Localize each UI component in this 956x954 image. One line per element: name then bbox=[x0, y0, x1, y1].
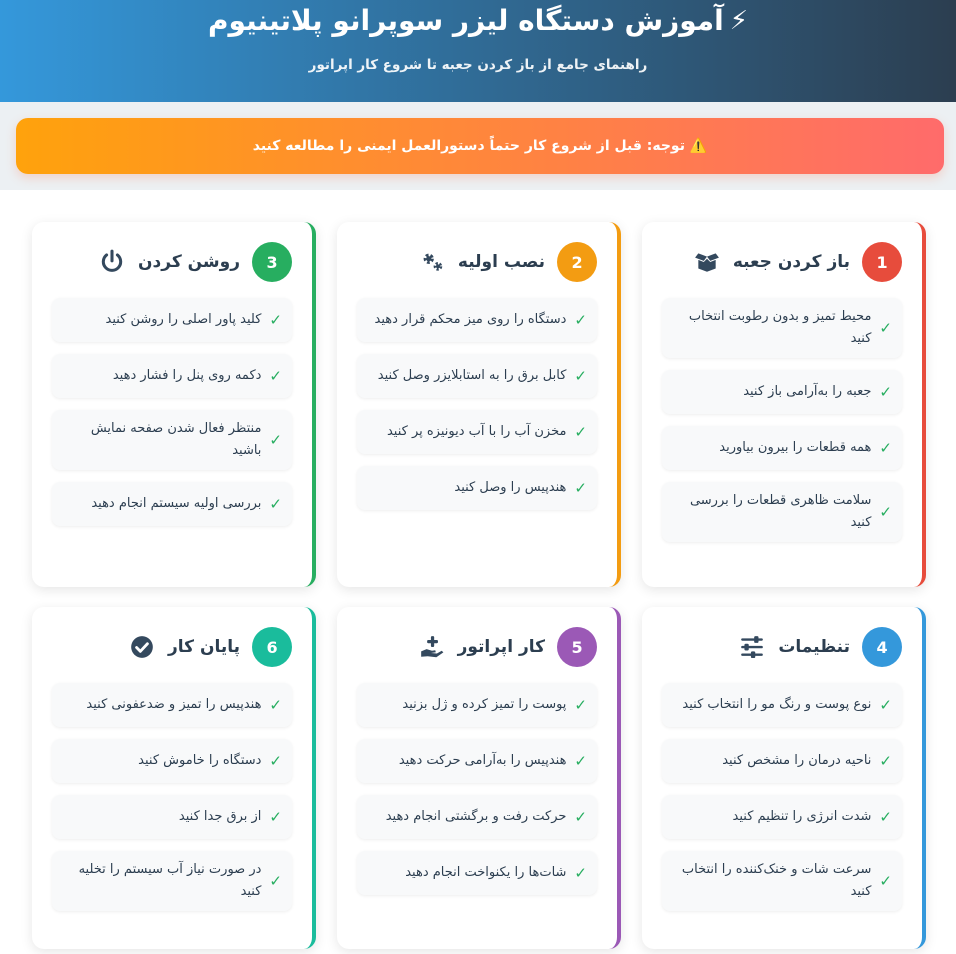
check-icon: ✓ bbox=[269, 495, 282, 513]
check-icon: ✓ bbox=[574, 479, 587, 497]
list-item: ✓ کلید پاور اصلی را روشن کنید bbox=[52, 298, 292, 342]
list-item: ✓ بررسی اولیه سیستم انجام دهید bbox=[52, 482, 292, 526]
check-icon: ✓ bbox=[879, 503, 892, 521]
list-item: ✓ شات‌ها را یکنواخت انجام دهید bbox=[357, 851, 597, 895]
open-box-icon bbox=[693, 248, 721, 276]
step-number-badge: 1 bbox=[862, 242, 902, 282]
list-item: ✓ سرعت شات و خنک‌کننده را انتخاب کنید bbox=[662, 851, 902, 911]
check-icon: ✓ bbox=[574, 311, 587, 329]
list-item: ✓ دکمه روی پنل را فشار دهید bbox=[52, 354, 292, 398]
list-item: ✓ پوست را تمیز کرده و ژل بزنید bbox=[357, 683, 597, 727]
check-icon: ✓ bbox=[269, 311, 282, 329]
step-checklist bbox=[662, 298, 902, 554]
step-number-badge: 2 bbox=[557, 242, 597, 282]
check-icon: ✓ bbox=[879, 383, 892, 401]
step-checklist bbox=[52, 683, 292, 923]
list-item: ✓ دستگاه را روی میز محکم قرار دهید bbox=[357, 298, 597, 342]
step-title: باز کردن جعبه bbox=[732, 252, 850, 272]
lightning-bolt-icon: ⚡ bbox=[729, 5, 748, 36]
step-checklist bbox=[357, 683, 597, 907]
check-icon: ✓ bbox=[574, 696, 587, 714]
step-title: تنظیمات bbox=[778, 637, 850, 657]
step-title: پایان کار bbox=[167, 637, 240, 657]
step-checklist bbox=[52, 298, 292, 538]
step-title: نصب اولیه bbox=[457, 252, 545, 272]
check-icon: ✓ bbox=[269, 431, 282, 449]
step-number-badge: 4 bbox=[862, 627, 902, 667]
list-item: ✓ سلامت ظاهری قطعات را بررسی کنید bbox=[662, 482, 902, 542]
step-number-badge: 5 bbox=[557, 627, 597, 667]
list-item: ✓ ناحیه درمان را مشخص کنید bbox=[662, 739, 902, 783]
list-item: ✓ حرکت رفت و برگشتی انجام دهید bbox=[357, 795, 597, 839]
sliders-icon bbox=[738, 633, 766, 661]
step-number-badge: 3 bbox=[252, 242, 292, 282]
check-icon: ✓ bbox=[879, 872, 892, 890]
check-icon: ✓ bbox=[574, 367, 587, 385]
page-header bbox=[0, 0, 956, 102]
page-subtitle: راهنمای جامع از باز کردن جعبه تا شروع کار اپراتور bbox=[308, 57, 648, 73]
safety-alert bbox=[16, 118, 944, 174]
step-card-settings bbox=[642, 607, 926, 949]
step-card-unboxing bbox=[642, 222, 926, 587]
check-icon: ✓ bbox=[269, 808, 282, 826]
list-item: ✓ از برق جدا کنید bbox=[52, 795, 292, 839]
check-icon: ✓ bbox=[269, 367, 282, 385]
step-card-operator-work bbox=[337, 607, 621, 949]
list-item: ✓ محیط تمیز و بدون رطوبت انتخاب کنید bbox=[662, 298, 902, 358]
step-checklist bbox=[357, 298, 597, 522]
power-icon bbox=[98, 248, 126, 276]
page-title: آموزش دستگاه لیزر سوپرانو پلاتینیوم bbox=[208, 4, 724, 37]
step-card-power-on bbox=[32, 222, 316, 587]
check-icon: ✓ bbox=[879, 808, 892, 826]
list-item: ✓ جعبه را به‌آرامی باز کنید bbox=[662, 370, 902, 414]
check-icon: ✓ bbox=[574, 808, 587, 826]
list-item: ✓ نوع پوست و رنگ مو را انتخاب کنید bbox=[662, 683, 902, 727]
safety-alert-text: ⚠️ توجه: قبل از شروع کار حتماً دستورالعمل ایمنی را مطالعه کنید bbox=[252, 138, 708, 154]
step-card-initial-setup bbox=[337, 222, 621, 587]
list-item: ✓ شدت انرژی را تنظیم کنید bbox=[662, 795, 902, 839]
check-icon: ✓ bbox=[574, 864, 587, 882]
check-icon: ✓ bbox=[269, 872, 282, 890]
list-item: ✓ کابل برق را به استابلایزر وصل کنید bbox=[357, 354, 597, 398]
check-icon: ✓ bbox=[879, 439, 892, 457]
list-item: ✓ هندپیس را تمیز و ضدعفونی کنید bbox=[52, 683, 292, 727]
check-icon: ✓ bbox=[574, 423, 587, 441]
step-number-badge: 6 bbox=[252, 627, 292, 667]
gears-icon bbox=[418, 248, 446, 276]
check-icon: ✓ bbox=[879, 752, 892, 770]
check-icon: ✓ bbox=[269, 696, 282, 714]
list-item: ✓ هندپیس را وصل کنید bbox=[357, 466, 597, 510]
step-checklist bbox=[662, 683, 902, 923]
check-icon: ✓ bbox=[269, 752, 282, 770]
step-title: کار اپراتور bbox=[457, 637, 545, 657]
list-item: ✓ مخزن آب را با آب دیونیزه پر کنید bbox=[357, 410, 597, 454]
list-item: ✓ منتظر فعال شدن صفحه نمایش باشید bbox=[52, 410, 292, 470]
list-item: ✓ همه قطعات را بیرون بیاورید bbox=[662, 426, 902, 470]
page-title-row bbox=[0, 4, 956, 37]
check-icon: ✓ bbox=[879, 696, 892, 714]
check-icon: ✓ bbox=[879, 319, 892, 337]
hand-plus-icon bbox=[418, 633, 446, 661]
list-item: ✓ در صورت نیاز آب سیستم را تخلیه کنید bbox=[52, 851, 292, 911]
step-card-finish bbox=[32, 607, 316, 949]
list-item: ✓ دستگاه را خاموش کنید bbox=[52, 739, 292, 783]
check-circle-icon bbox=[128, 633, 156, 661]
list-item: ✓ هندپیس را به‌آرامی حرکت دهید bbox=[357, 739, 597, 783]
check-icon: ✓ bbox=[574, 752, 587, 770]
step-title: روشن کردن bbox=[138, 252, 240, 272]
